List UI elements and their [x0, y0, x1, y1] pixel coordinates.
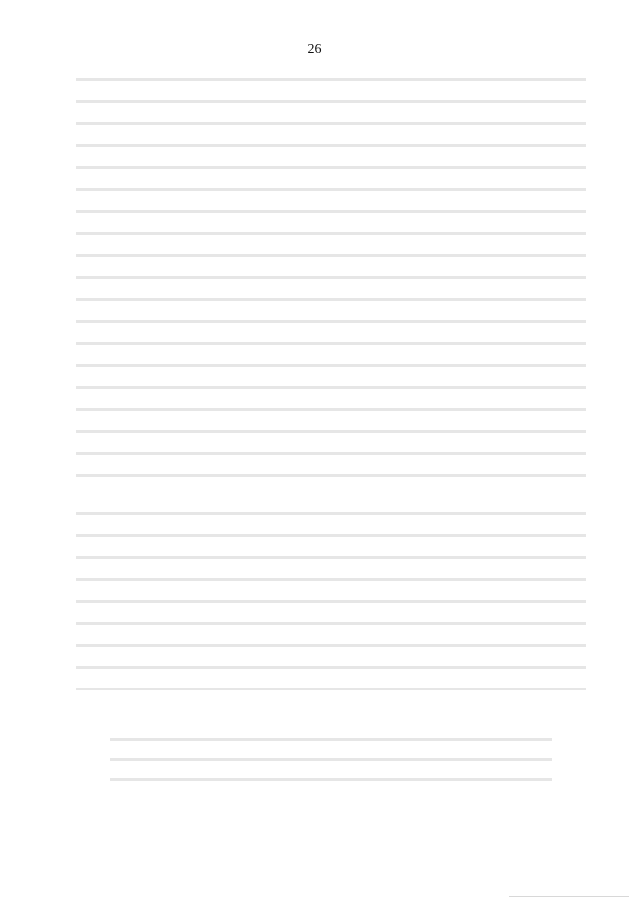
page-number: 26 — [307, 42, 322, 57]
body-text-block — [76, 66, 586, 486]
scan-edge-line — [509, 896, 629, 897]
section-heading — [110, 728, 552, 792]
body-text-block — [76, 500, 586, 690]
